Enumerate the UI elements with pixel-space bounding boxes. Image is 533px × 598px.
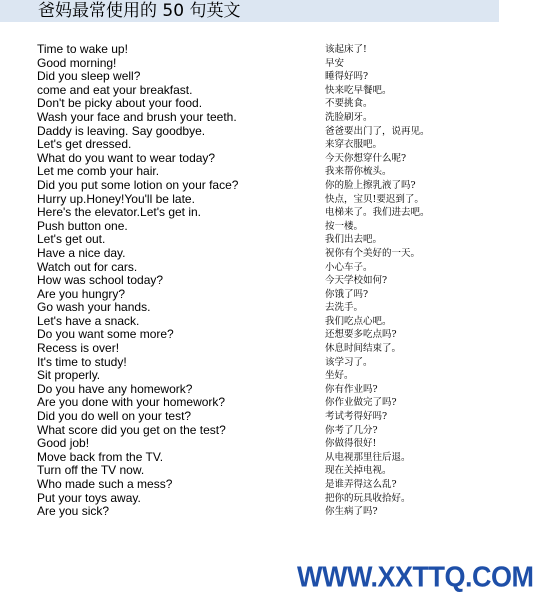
- table-row: [0, 492, 499, 506]
- table-row: [0, 505, 499, 519]
- table-row: [0, 111, 499, 125]
- chinese-translation: 该起床了!: [325, 44, 367, 55]
- table-row: [0, 57, 499, 71]
- title-bar: [0, 0, 499, 22]
- english-phrase: Did you sleep well?: [37, 69, 141, 84]
- english-phrase: Have a nice day.: [37, 245, 126, 260]
- chinese-translation: 你考了几分?: [325, 424, 378, 436]
- english-phrase: Let me comb your hair.: [37, 164, 160, 179]
- chinese-translation: 爸爸要出门了，说再见。: [325, 125, 430, 137]
- table-row: [0, 288, 499, 302]
- chinese-translation: 你饿了吗?: [325, 288, 369, 300]
- chinese-translation: 祝你有个美好的一天。: [325, 247, 421, 259]
- english-phrase: Turn off the TV now.: [37, 463, 145, 478]
- chinese-translation: 你有作业吗?: [325, 383, 378, 395]
- english-phrase: Good morning!: [37, 55, 117, 70]
- english-phrase: Are you done with your homework?: [37, 395, 226, 410]
- table-row: [0, 84, 499, 98]
- chinese-translation: 还想要多吃点吗?: [325, 329, 397, 341]
- english-phrase: Hurry up.Honey!You'll be late.: [37, 191, 195, 206]
- english-phrase: What score did you get on the test?: [37, 422, 226, 437]
- chinese-translation: 我们出去吧。: [325, 234, 383, 246]
- table-row: [0, 125, 499, 139]
- table-row: [0, 328, 499, 342]
- chinese-translation: 你作业做完了吗?: [325, 397, 397, 409]
- table-row: [0, 478, 499, 492]
- english-phrase: Daddy is leaving. Say goodbye.: [37, 123, 206, 138]
- english-phrase: Did you put some lotion on your face?: [37, 177, 239, 192]
- english-phrase: Wash your face and brush your teeth.: [37, 109, 237, 124]
- chinese-translation: 快来吃早餐吧。: [325, 84, 392, 96]
- english-phrase: Time to wake up!: [37, 42, 128, 56]
- table-row: [0, 424, 499, 438]
- table-row: [0, 451, 499, 465]
- table-row: [0, 315, 499, 329]
- table-row: [0, 274, 499, 288]
- chinese-translation: 按一楼。: [325, 220, 364, 232]
- english-phrase: Do you have any homework?: [37, 381, 193, 396]
- english-phrase: Watch out for cars.: [37, 259, 138, 274]
- english-phrase: Good job!: [37, 436, 90, 451]
- english-phrase: What do you want to wear today?: [37, 150, 216, 165]
- chinese-translation: 你生病了吗?: [325, 506, 378, 518]
- chinese-translation: 坐好。: [325, 370, 354, 382]
- table-row: [0, 437, 499, 451]
- table-row: [0, 410, 499, 424]
- table-row: [0, 301, 499, 315]
- chinese-translation: 是谁弄得这么乱?: [325, 479, 397, 490]
- table-row: [0, 383, 499, 397]
- watermark-logo: WWW.XXTTQ.COM: [297, 561, 533, 593]
- table-row: [0, 247, 499, 261]
- table-row: [0, 165, 499, 179]
- table-row: [0, 220, 499, 234]
- chinese-translation: 我来帮你梳头。: [325, 166, 392, 178]
- chinese-translation: 把你的玩具收拾好。: [325, 492, 411, 504]
- english-phrase: Recess is over!: [37, 341, 120, 356]
- english-phrase: Push button one.: [37, 218, 128, 233]
- chinese-translation: 我们吃点心吧。: [325, 315, 392, 327]
- english-phrase: Let's get dressed.: [37, 137, 132, 152]
- chinese-translation: 小心车子。: [325, 261, 373, 273]
- english-phrase: Are you sick?: [37, 504, 110, 519]
- table-row: [0, 43, 499, 57]
- chinese-translation: 来穿衣服吧。: [325, 139, 383, 151]
- english-phrase: Move back from the TV.: [37, 449, 164, 464]
- table-row: [0, 97, 499, 111]
- table-row: [0, 342, 499, 356]
- english-phrase: Let's have a snack.: [37, 313, 140, 328]
- chinese-translation: 电梯来了。我们进去吧。: [325, 207, 430, 219]
- chinese-translation: 不要挑食。: [325, 98, 373, 110]
- table-row: [0, 70, 499, 84]
- english-phrase: Did you do well on your test?: [37, 409, 192, 424]
- chinese-translation: 早安: [325, 57, 345, 69]
- english-phrase: Who made such a mess?: [37, 477, 173, 491]
- chinese-translation: 去洗手。: [325, 302, 364, 314]
- chinese-translation: 今天你想穿什么呢?: [325, 152, 407, 164]
- page-title: 爸妈最常使用的 50 句英文: [38, 1, 241, 21]
- chinese-translation: 该学习了。: [325, 356, 373, 368]
- table-row: [0, 233, 499, 247]
- english-phrase: Are you hungry?: [37, 286, 126, 301]
- english-phrase: Let's get out.: [37, 232, 106, 247]
- english-phrase: Do you want some more?: [37, 327, 174, 342]
- chinese-translation: 从电视那里往后退。: [325, 451, 411, 463]
- table-row: [0, 356, 499, 370]
- english-phrase: It's time to study!: [37, 354, 127, 369]
- english-phrase: Don't be picky about your food.: [37, 96, 203, 111]
- english-phrase: How was school today?: [37, 273, 164, 288]
- english-phrase: Here's the elevator.Let's get in.: [37, 205, 202, 220]
- table-row: [0, 193, 499, 207]
- english-phrase: come and eat your breakfast.: [37, 82, 193, 97]
- chinese-translation: 考试考得好吗?: [325, 411, 388, 423]
- chinese-translation: 快点，宝贝!要迟到了。: [325, 193, 424, 205]
- chinese-translation: 你的脸上擦乳液了吗?: [325, 179, 416, 191]
- table-row: [0, 152, 499, 166]
- chinese-translation: 睡得好吗?: [325, 71, 369, 83]
- phrase-list: [0, 43, 499, 519]
- english-phrase: Sit properly.: [37, 368, 101, 383]
- table-row: [0, 138, 499, 152]
- chinese-translation: 你做得很好!: [325, 438, 377, 450]
- chinese-translation: 休息时间结束了。: [325, 343, 402, 355]
- chinese-translation: 现在关掉电视。: [325, 465, 392, 477]
- table-row: [0, 396, 499, 410]
- chinese-translation: 洗脸刷牙。: [325, 111, 373, 123]
- table-row: [0, 464, 499, 478]
- table-row: [0, 179, 499, 193]
- table-row: [0, 261, 499, 275]
- chinese-translation: 今天学校如何?: [325, 275, 388, 287]
- english-phrase: Put your toys away.: [37, 490, 141, 505]
- table-row: [0, 206, 499, 220]
- english-phrase: Go wash your hands.: [37, 300, 151, 315]
- table-row: [0, 369, 499, 383]
